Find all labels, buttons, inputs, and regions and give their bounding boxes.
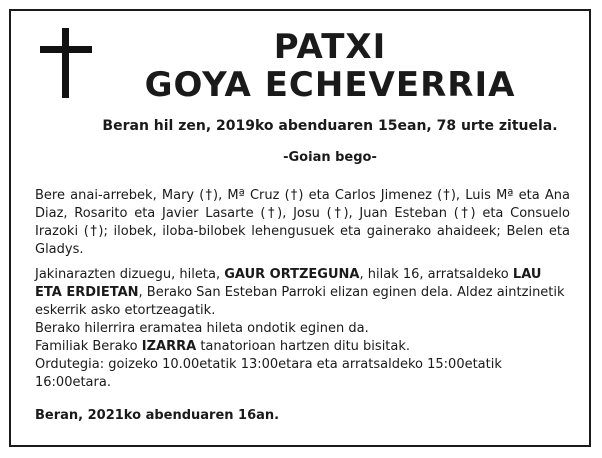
funeral-day: GAUR ORTZEGUNA [224, 267, 360, 282]
rest-in-peace: -Goian bego- [283, 150, 377, 165]
funeral-intro: Jakinarazten dizuegu, hileta, [35, 267, 221, 282]
funeral-time: LAU ETA ERDIETAN [35, 267, 542, 300]
funeral-paragraph [35, 266, 570, 392]
burial-line: Berako hilerrira eramatea hileta ondotik eginen da. [35, 321, 369, 336]
death-announcement: Beran hil zen, 2019ko abenduaren 15ean, 78 urte zituela. [102, 118, 558, 134]
visiting-hours: Ordutegia: goizeko 10.00etatik 13:00etara eta arratsaldeko 15:00etatik 16:00etara. [35, 357, 502, 390]
family-prefix: Familiak Berako [35, 339, 138, 354]
family-paragraph: Bere anai-arrebek, Mary (†), Mª Cruz (†) eta Carlos Jimenez (†), Luis Mª eta Ana Diaz, Rosarito eta Javier Lasarte (†), Josu (†), Juan Esteban (†) eta Consuelo Irazoki (†); ilobek, iloba-bilobek lehengusuek eta gainerako ahaideek; Belen eta Gladys. [35, 188, 570, 257]
place-and-date: Beran, 2021ko abenduaren 16an. [35, 408, 280, 423]
deceased-first-name: PATXI [273, 27, 387, 67]
cross-icon [40, 28, 92, 98]
family-suffix: tanatorioan hartzen ditu bisitak. [200, 339, 411, 354]
deceased-surnames: GOYA ECHEVERRIA [144, 65, 516, 105]
funeral-middle: , hilak 16, arratsaldeko [359, 267, 509, 282]
funeral-rest: , Berako San Esteban Parroki elizan eginen dela. Aldez aintzinetik eskerrik asko etortzeagatik. [35, 285, 565, 318]
funeral-home: IZARRA [141, 339, 197, 354]
